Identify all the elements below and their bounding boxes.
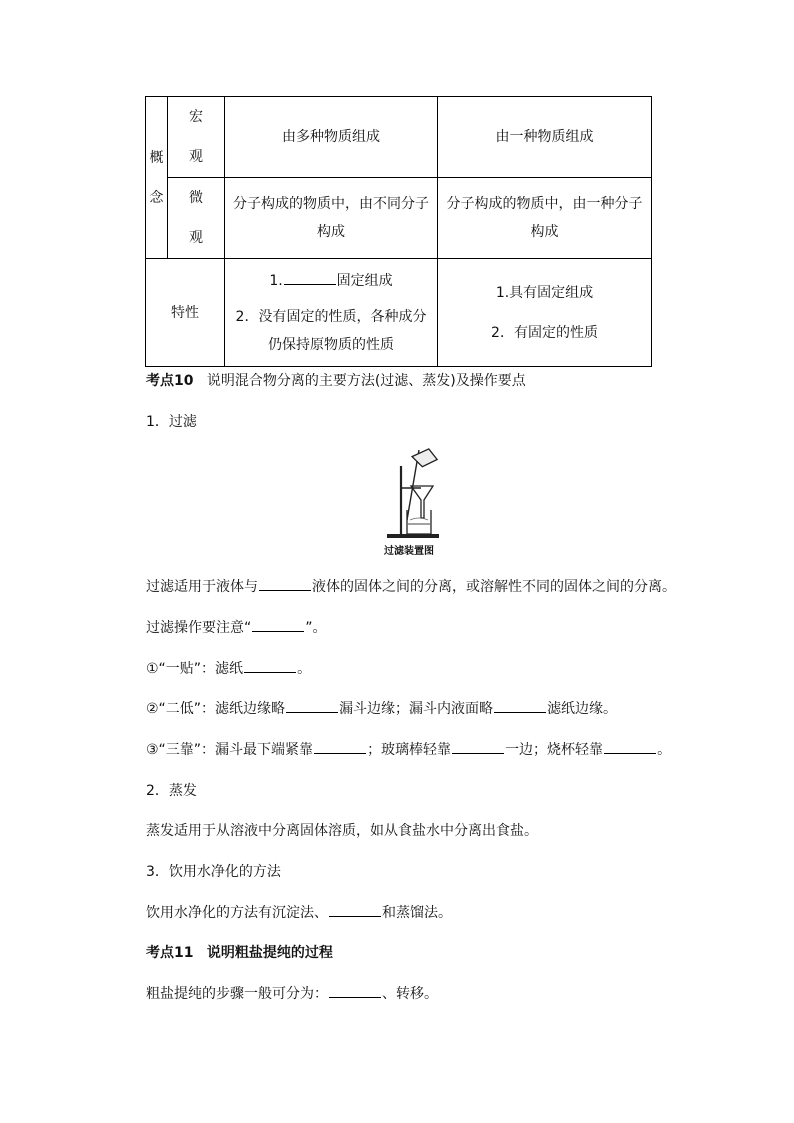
section-11-heading: 考点11 说明粗盐提纯的过程	[146, 945, 333, 961]
micro-pure-cell: 分子构成的物质中，由一种分子构成	[438, 178, 652, 259]
blank-one-two-three[interactable]	[252, 617, 304, 632]
blank-filtration[interactable]	[329, 902, 381, 917]
macro-pure-cell: 由一种物质组成	[438, 97, 652, 178]
property-pure-cell: 1.具有固定组成 2．有固定的性质	[438, 259, 652, 367]
blank-lean-1[interactable]	[314, 739, 366, 754]
concept-label-char-2: 念	[149, 189, 164, 206]
blank-low-1[interactable]	[286, 698, 338, 713]
micro-label-char-2: 观	[189, 230, 203, 246]
filtration-two-low: ②“二低”：滤纸边缘略 漏斗边缘；漏斗内液面略 滤纸边缘。	[146, 698, 617, 718]
blank-lean-2[interactable]	[452, 739, 504, 754]
macro-mixture-cell: 由多种物质组成	[225, 97, 438, 178]
concept-label-cell	[146, 97, 168, 259]
macro-label-cell	[168, 97, 225, 178]
blank-salt-steps[interactable]	[329, 983, 381, 998]
property-mixture-cell	[225, 259, 438, 367]
section-10-heading: 考点10 说明混合物分离的主要方法(过滤、蒸发)及操作要点	[146, 373, 526, 389]
property-label-cell: 特性	[146, 259, 225, 367]
filtration-line-1: 过滤适用于液体与 液体的固体之间的分离，或溶解性不同的固体之间的分离。	[146, 576, 676, 596]
blank-tie[interactable]	[244, 658, 296, 673]
filtration-heading: 1．过滤	[146, 414, 197, 430]
blank-insoluble[interactable]	[259, 576, 311, 591]
property-mixture-line-1: 1. 固定组成	[225, 267, 437, 295]
figure-caption: 过滤装置图	[384, 546, 434, 557]
filtration-one-tie: ①“一贴”：滤纸 。	[146, 658, 311, 678]
mixture-pure-comparison-table	[145, 96, 652, 367]
property-mixture-line-2: 2．没有固定的性质，各种成分仍保持原物质的性质	[235, 308, 427, 353]
concept-label-char-1: 概	[149, 149, 164, 166]
water-heading: 3．饮用水净化的方法	[146, 864, 281, 880]
macro-label-char-2: 观	[189, 149, 203, 165]
evaporation-text: 蒸发适用于从溶液中分离固体溶质，如从食盐水中分离出食盐。	[146, 823, 538, 839]
water-text: 饮用水净化的方法有沉淀法、 和蒸馏法。	[146, 902, 452, 922]
filtration-three-lean: ③“三靠”：漏斗最下端紧靠 ；玻璃棒轻靠 一边；烧杯轻靠 。	[146, 739, 671, 759]
macro-label-char-1: 宏	[189, 109, 203, 125]
filtration-apparatus-illustration	[385, 448, 445, 540]
micro-label-cell	[168, 178, 225, 259]
evaporation-heading: 2．蒸发	[146, 783, 197, 799]
micro-label-char-1: 微	[189, 190, 203, 206]
filtration-line-2: 过滤操作要注意“ ”。	[146, 617, 327, 637]
salt-purification-text: 粗盐提纯的步骤一般可分为： 、转移。	[146, 983, 438, 1003]
blank-fixed-composition[interactable]	[284, 270, 336, 285]
blank-low-2[interactable]	[494, 698, 546, 713]
micro-mixture-cell: 分子构成的物质中，由不同分子构成	[225, 178, 438, 259]
blank-lean-3[interactable]	[604, 739, 656, 754]
